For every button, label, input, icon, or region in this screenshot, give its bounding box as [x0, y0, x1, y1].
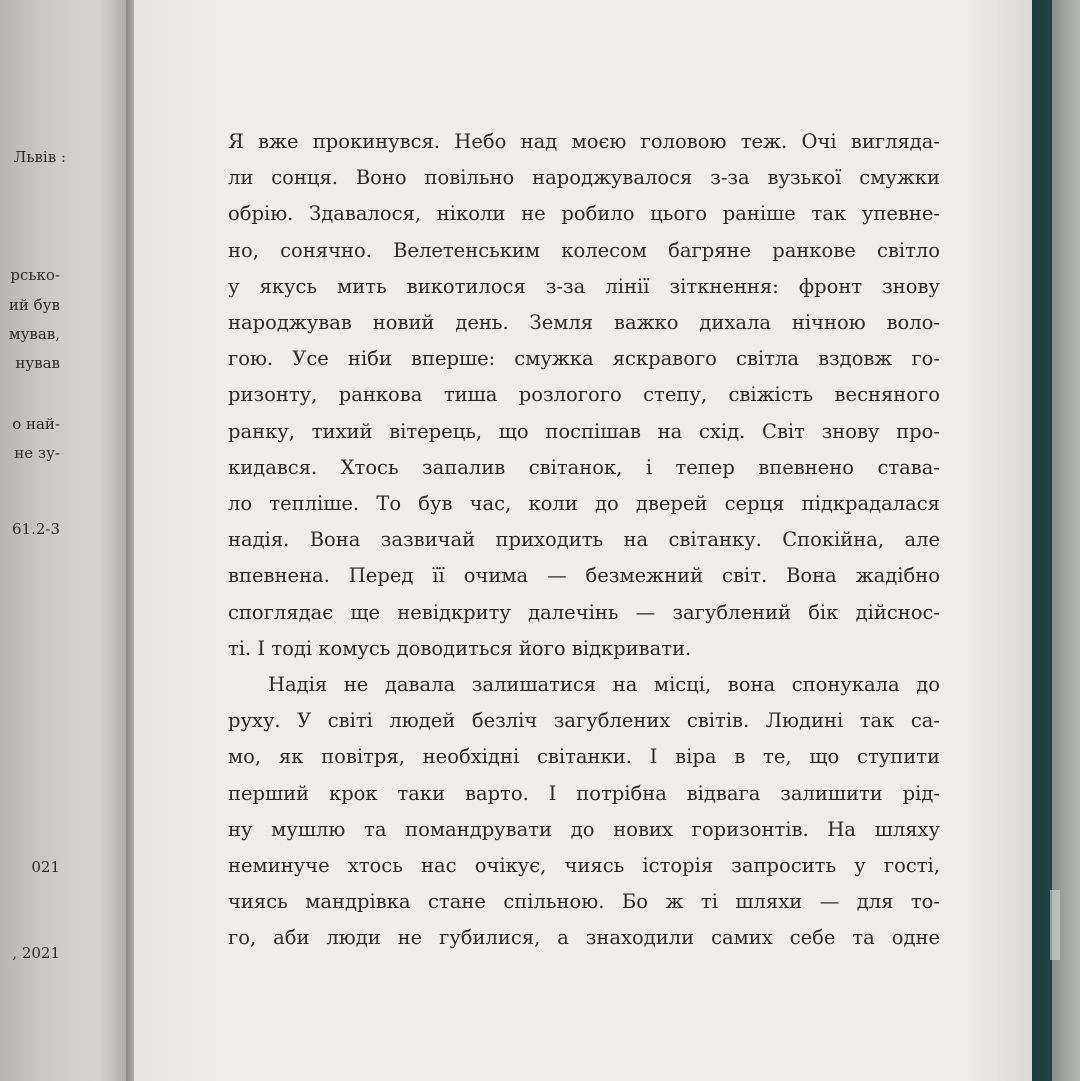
left-page-fragment: Львів : — [13, 148, 66, 166]
text-line: ли сонця. Воно повільно народжувалося з-за вузької смужки — [228, 166, 940, 190]
page-text — [228, 124, 940, 957]
left-page — [0, 0, 132, 1081]
text-line: руху. У світі людей безліч загублених світів. Людині так са- — [228, 709, 940, 733]
left-page-fragment: 021 — [31, 858, 60, 876]
left-page-fragment: ий був — [8, 296, 60, 314]
left-page-fragment: мував, — [8, 325, 60, 343]
text-line: неминуче хтось нас очікує, чиясь історія запросить у гості, — [228, 854, 940, 878]
left-page-fragment: не зу- — [14, 444, 60, 462]
text-line: мо, як повітря, необхідні світанки. І віра в те, що ступити — [228, 745, 940, 769]
paragraph-2 — [228, 667, 940, 957]
text-line: споглядає ще невідкриту далечінь — загублений бік дійснос- — [228, 600, 940, 624]
text-line: гою. Усе ніби вперше: смужка яскравого світла вздовж го- — [228, 347, 940, 371]
text-line: но, сонячно. Велетенським колесом багряне ранкове світло — [228, 238, 940, 262]
text-line: Надія не давала залишатися на місці, вона спонукала до — [268, 673, 940, 697]
text-line: народжував новий день. Земля важко дихала нічною воло- — [228, 311, 940, 335]
text-line: ло тепліше. То був час, коли до дверей серця підкрадалася — [228, 492, 940, 516]
left-page-fragment: 61.2-3 — [11, 520, 60, 538]
left-page-fragment: рсько- — [10, 266, 60, 284]
left-page-fragment: о най- — [12, 415, 60, 433]
text-line: ті. І тоді комусь доводиться його відкривати. — [228, 636, 692, 660]
left-page-fragment: , 2021 — [12, 944, 60, 962]
cover-mark — [1050, 890, 1060, 960]
text-line: перший крок таки варто. І потрібна відвага залишити рід- — [228, 781, 940, 805]
text-line: го, аби люди не губилися, а знаходили самих себе та одне — [228, 926, 940, 950]
text-line: надія. Вона зазвичай приходить на світанку. Спокійна, але — [228, 528, 940, 552]
book-cover-edge — [1032, 0, 1052, 1081]
text-line: Я вже прокинувся. Небо над моєю головою теж. Очі вигляда- — [228, 130, 940, 153]
text-line: ну мушлю та помандрувати до нових горизонтів. На шляху — [228, 817, 940, 841]
text-line: кидався. Хтось запалив світанок, і тепер впевнено става- — [228, 455, 940, 479]
text-line: впевнена. Перед її очима — безмежний світ. Вона жадібно — [228, 564, 940, 588]
left-page-fragment: нував — [15, 354, 60, 372]
text-line: у якусь мить викотилося з-за лінії зіткнення: фронт знову — [228, 274, 940, 298]
text-line: чиясь мандрівка стане спільною. Бо ж ті шляхи — для то- — [228, 890, 940, 914]
text-line: ранку, тихий вітерець, що поспішав на схід. Світ знову про- — [228, 419, 940, 443]
paragraph-1 — [228, 124, 940, 667]
text-line: обрію. Здавалося, ніколи не робило цього раніше так упевне- — [228, 202, 940, 226]
text-line: ризонту, ранкова тиша розлогого степу, свіжість весняного — [228, 383, 940, 407]
